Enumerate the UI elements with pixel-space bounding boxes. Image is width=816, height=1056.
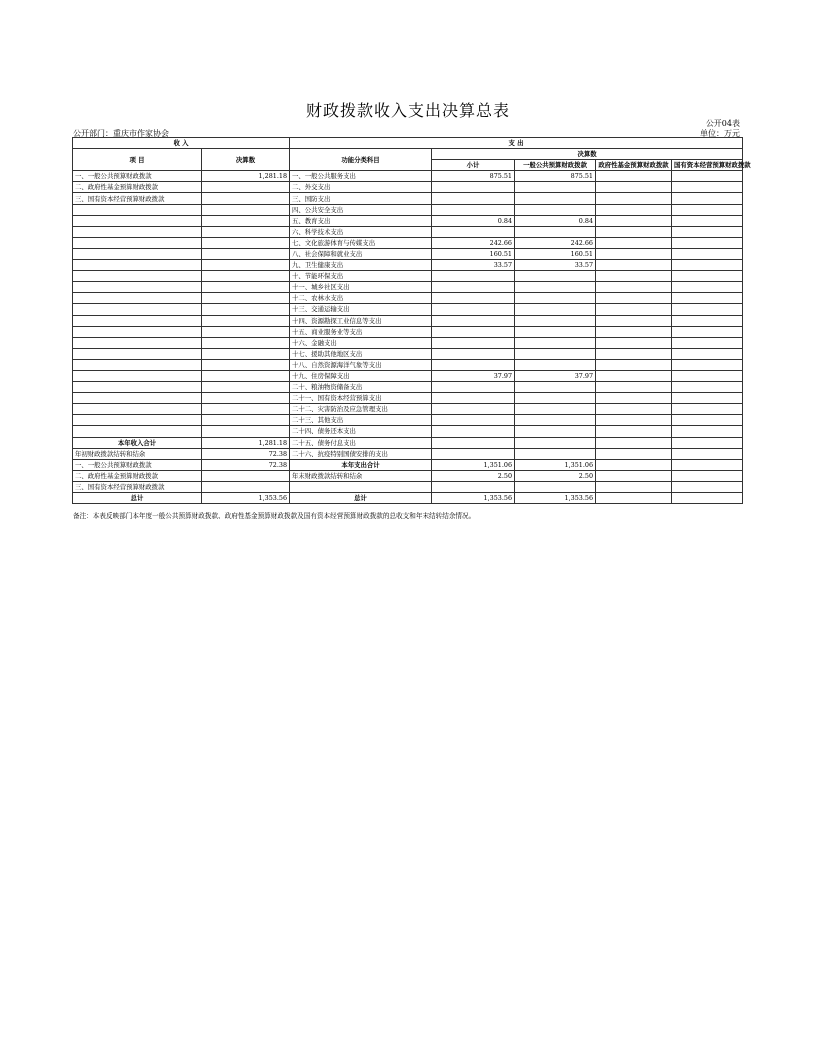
income-item-cell [73, 215, 202, 226]
income-item-cell [73, 326, 202, 337]
income-item-cell [73, 426, 202, 437]
gov-fund-cell [596, 426, 672, 437]
income-item-cell: 一、一般公共预算财政拨款 [73, 459, 202, 470]
gov-fund-cell [596, 226, 672, 237]
general-cell: 1,353.56 [515, 493, 596, 504]
subtotal-cell [432, 326, 515, 337]
general-cell [515, 182, 596, 193]
gov-fund-cell [596, 182, 672, 193]
subtotal-cell [432, 382, 515, 393]
income-amount-cell: 1,353.56 [202, 493, 290, 504]
gov-fund-cell [596, 315, 672, 326]
general-cell [515, 226, 596, 237]
expense-item-cell: 十一、城乡社区支出 [290, 282, 432, 293]
final-amount-header: 决算数 [432, 149, 743, 160]
table-row [73, 459, 743, 470]
income-item-cell [73, 393, 202, 404]
gov-fund-cell [596, 415, 672, 426]
state-capital-cell [672, 204, 743, 215]
subtotal-cell [432, 271, 515, 282]
income-amount-cell [202, 248, 290, 259]
state-capital-cell [672, 481, 743, 492]
subtotal-cell [432, 304, 515, 315]
general-cell [515, 359, 596, 370]
income-amount-cell [202, 226, 290, 237]
general-cell [515, 393, 596, 404]
state-capital-cell [672, 226, 743, 237]
income-item-cell: 总计 [73, 493, 202, 504]
state-capital-cell [672, 437, 743, 448]
unit-label: 单位：万元 [700, 129, 740, 138]
income-item-cell [73, 271, 202, 282]
income-amount-cell [202, 260, 290, 271]
income-item-cell [73, 237, 202, 248]
state-capital-cell [672, 171, 743, 182]
expense-item-cell: 六、科学技术支出 [290, 226, 432, 237]
subtotal-cell [432, 226, 515, 237]
income-item-cell: 本年收入合计 [73, 437, 202, 448]
income-amount-cell [202, 426, 290, 437]
general-cell: 0.84 [515, 215, 596, 226]
income-amount-cell [202, 215, 290, 226]
subtotal-header: 小计 [432, 160, 515, 171]
subtotal-cell [432, 426, 515, 437]
general-header: 一般公共预算财政拨款 [515, 160, 596, 171]
gov-fund-cell [596, 304, 672, 315]
expense-item-cell: 二十三、其他支出 [290, 415, 432, 426]
table-row [73, 437, 743, 448]
income-item-cell: 二、政府性基金预算财政拨款 [73, 182, 202, 193]
gov-fund-cell [596, 282, 672, 293]
department-label: 公开部门：重庆市作家协会 [73, 129, 169, 138]
expense-item-cell: 八、社会保障和就业支出 [290, 248, 432, 259]
general-cell: 160.51 [515, 248, 596, 259]
income-amount-cell [202, 337, 290, 348]
state-capital-cell [672, 337, 743, 348]
table-row [73, 315, 743, 326]
subtotal-cell [432, 315, 515, 326]
expense-item-cell: 十六、金融支出 [290, 337, 432, 348]
gov-fund-cell [596, 193, 672, 204]
state-capital-cell [672, 382, 743, 393]
gov-fund-cell [596, 260, 672, 271]
state-capital-cell [672, 404, 743, 415]
subtotal-cell: 33.57 [432, 260, 515, 271]
expense-item-cell: 十五、商业服务业等支出 [290, 326, 432, 337]
expense-item-cell: 总计 [290, 493, 432, 504]
table-row [73, 237, 743, 248]
gov-fund-cell [596, 237, 672, 248]
expense-item-cell: 十八、自然资源海洋气象等支出 [290, 359, 432, 370]
income-item-cell [73, 282, 202, 293]
income-amount-cell [202, 282, 290, 293]
gov-fund-cell [596, 493, 672, 504]
table-row [73, 271, 743, 282]
subtotal-cell [432, 448, 515, 459]
table-row [73, 248, 743, 259]
table-row [73, 426, 743, 437]
table-row [73, 193, 743, 204]
subtotal-cell [432, 481, 515, 492]
gov-fund-cell [596, 326, 672, 337]
income-amount-cell [202, 204, 290, 215]
income-item-cell: 一、一般公共预算财政拨款 [73, 171, 202, 182]
income-item-cell: 二、政府性基金预算财政拨款 [73, 470, 202, 481]
table-row [73, 382, 743, 393]
subtotal-cell [432, 337, 515, 348]
general-cell [515, 348, 596, 359]
subtotal-cell: 242.66 [432, 237, 515, 248]
general-cell: 2.50 [515, 470, 596, 481]
income-item-cell [73, 204, 202, 215]
general-cell [515, 304, 596, 315]
gov-fund-cell [596, 359, 672, 370]
table-row [73, 493, 743, 504]
general-cell [515, 282, 596, 293]
subtotal-cell [432, 437, 515, 448]
income-amount-cell [202, 415, 290, 426]
subtotal-cell: 1,353.56 [432, 493, 515, 504]
state-capital-cell [672, 182, 743, 193]
general-cell [515, 337, 596, 348]
gov-fund-cell [596, 382, 672, 393]
subtotal-cell [432, 348, 515, 359]
income-amount-cell: 1,281.18 [202, 171, 290, 182]
income-amount-cell [202, 237, 290, 248]
table-row [73, 448, 743, 459]
state-capital-cell [672, 393, 743, 404]
table-row [73, 260, 743, 271]
expense-item-cell: 一、一般公共服务支出 [290, 171, 432, 182]
subtotal-cell [432, 193, 515, 204]
general-cell [515, 326, 596, 337]
income-item-cell [73, 370, 202, 381]
table-row [73, 415, 743, 426]
expense-item-cell: 年末财政拨款结转和结余 [290, 470, 432, 481]
subtotal-cell [432, 415, 515, 426]
table-row [73, 182, 743, 193]
function-item-header: 功能分类科目 [290, 149, 432, 171]
income-amount-cell [202, 182, 290, 193]
income-item-cell [73, 415, 202, 426]
income-amount-cell [202, 382, 290, 393]
state-capital-cell [672, 470, 743, 481]
expense-item-cell: 七、文化旅游体育与传媒支出 [290, 237, 432, 248]
general-cell [515, 293, 596, 304]
income-item-cell [73, 293, 202, 304]
gov-fund-cell [596, 459, 672, 470]
general-cell [515, 193, 596, 204]
subtotal-cell: 875.51 [432, 171, 515, 182]
expense-item-cell: 四、公共安全支出 [290, 204, 432, 215]
income-item-cell: 年初财政拨款结转和结余 [73, 448, 202, 459]
income-item-cell: 三、国有资本经营预算财政拨款 [73, 481, 202, 492]
table-row [73, 348, 743, 359]
table-row [73, 293, 743, 304]
expense-item-cell: 十七、援助其他地区支出 [290, 348, 432, 359]
income-amount-cell [202, 359, 290, 370]
gov-fund-cell [596, 337, 672, 348]
income-amount-cell [202, 315, 290, 326]
table-row [73, 171, 743, 182]
general-cell [515, 382, 596, 393]
general-cell [515, 448, 596, 459]
income-header: 收 入 [73, 138, 290, 149]
state-capital-cell [672, 304, 743, 315]
subtotal-cell [432, 404, 515, 415]
expense-item-cell: 二十六、抗疫特别国债安排的支出 [290, 448, 432, 459]
income-amount-cell [202, 481, 290, 492]
income-amount-cell [202, 304, 290, 315]
gov-fund-cell [596, 470, 672, 481]
income-item-cell [73, 315, 202, 326]
table-row [73, 337, 743, 348]
header-row-2 [73, 149, 743, 160]
expense-item-cell: 十四、资源勘探工业信息等支出 [290, 315, 432, 326]
subtotal-cell [432, 182, 515, 193]
general-cell: 33.57 [515, 260, 596, 271]
budget-table [72, 137, 751, 504]
expense-item-cell: 十九、住房保障支出 [290, 370, 432, 381]
expense-item-cell [290, 481, 432, 492]
state-capital-cell [672, 415, 743, 426]
state-capital-cell [672, 237, 743, 248]
gov-fund-cell [596, 248, 672, 259]
subtotal-cell: 0.84 [432, 215, 515, 226]
income-item-cell [73, 382, 202, 393]
state-capital-cell [672, 315, 743, 326]
gov-fund-cell [596, 448, 672, 459]
state-capital-cell [672, 370, 743, 381]
table-row [73, 359, 743, 370]
expense-item-cell: 五、教育支出 [290, 215, 432, 226]
table-row [73, 326, 743, 337]
income-amount-cell: 1,281.18 [202, 437, 290, 448]
gov-fund-cell [596, 215, 672, 226]
income-amount-cell [202, 404, 290, 415]
general-cell: 875.51 [515, 171, 596, 182]
table-row [73, 481, 743, 492]
state-capital-cell [672, 459, 743, 470]
expense-item-cell: 本年支出合计 [290, 459, 432, 470]
table-row [73, 393, 743, 404]
state-capital-cell [672, 193, 743, 204]
table-row [73, 215, 743, 226]
state-capital-cell [672, 260, 743, 271]
general-cell [515, 204, 596, 215]
state-capital-cell [672, 426, 743, 437]
table-row [73, 304, 743, 315]
state-capital-cell [672, 493, 743, 504]
income-item-cell [73, 348, 202, 359]
report-title: 财政拨款收入支出决算总表 [305, 101, 510, 120]
general-cell [515, 437, 596, 448]
income-amount-cell [202, 470, 290, 481]
income-item-cell: 三、国有资本经营预算财政拨款 [73, 193, 202, 204]
general-cell [515, 404, 596, 415]
expense-item-cell: 九、卫生健康支出 [290, 260, 432, 271]
income-item-cell [73, 226, 202, 237]
expense-item-cell: 二十四、债务还本支出 [290, 426, 432, 437]
subtotal-cell: 37.97 [432, 370, 515, 381]
general-cell: 242.66 [515, 237, 596, 248]
item-header: 项 目 [73, 149, 202, 171]
state-capital-cell [672, 359, 743, 370]
expense-item-cell: 二十五、债务付息支出 [290, 437, 432, 448]
expense-item-cell: 二十、粮油物资储备支出 [290, 382, 432, 393]
gov-fund-cell [596, 437, 672, 448]
gov-fund-cell [596, 204, 672, 215]
state-capital-cell [672, 248, 743, 259]
subtotal-cell: 2.50 [432, 470, 515, 481]
state-capital-cell [672, 293, 743, 304]
subtotal-cell [432, 293, 515, 304]
income-amount-cell [202, 370, 290, 381]
income-amount-cell [202, 193, 290, 204]
expense-item-cell: 二十一、国有资本经营预算支出 [290, 393, 432, 404]
income-item-cell [73, 337, 202, 348]
income-amount-cell [202, 393, 290, 404]
income-amount-cell: 72.38 [202, 448, 290, 459]
expense-item-cell: 二、外交支出 [290, 182, 432, 193]
income-item-cell [73, 304, 202, 315]
expense-item-cell: 二十二、灾害防治及应急管理支出 [290, 404, 432, 415]
general-cell [515, 415, 596, 426]
gov-fund-cell [596, 393, 672, 404]
state-capital-cell [672, 282, 743, 293]
state-capital-cell [672, 215, 743, 226]
gov-fund-cell [596, 404, 672, 415]
amount-header: 决算数 [202, 149, 290, 171]
income-item-cell [73, 359, 202, 370]
expense-item-cell: 十二、农林水支出 [290, 293, 432, 304]
expense-item-cell: 十三、交通运输支出 [290, 304, 432, 315]
income-amount-cell [202, 348, 290, 359]
state-capital-header: 国有资本经营预算财政拨款 [672, 160, 743, 171]
gov-fund-header: 政府性基金预算财政拨款 [596, 160, 672, 171]
income-amount-cell: 72.38 [202, 459, 290, 470]
gov-fund-cell [596, 293, 672, 304]
table-row [73, 204, 743, 215]
gov-fund-cell [596, 370, 672, 381]
income-item-cell [73, 248, 202, 259]
state-capital-cell [672, 448, 743, 459]
form-number: 公开04表 [705, 119, 740, 128]
general-cell [515, 426, 596, 437]
gov-fund-cell [596, 348, 672, 359]
gov-fund-cell [596, 481, 672, 492]
subtotal-cell: 1,351.06 [432, 459, 515, 470]
table-row [73, 470, 743, 481]
subtotal-cell [432, 393, 515, 404]
expense-item-cell: 十、节能环保支出 [290, 271, 432, 282]
gov-fund-cell [596, 271, 672, 282]
general-cell [515, 315, 596, 326]
general-cell: 1,351.06 [515, 459, 596, 470]
subtotal-cell [432, 282, 515, 293]
state-capital-cell [672, 348, 743, 359]
state-capital-cell [672, 326, 743, 337]
subtotal-cell [432, 359, 515, 370]
subtotal-cell [432, 204, 515, 215]
income-item-cell [73, 260, 202, 271]
general-cell [515, 271, 596, 282]
header-row-1 [73, 138, 743, 149]
gov-fund-cell [596, 171, 672, 182]
income-amount-cell [202, 326, 290, 337]
income-amount-cell [202, 271, 290, 282]
state-capital-cell [672, 271, 743, 282]
income-amount-cell [202, 293, 290, 304]
table-row [73, 226, 743, 237]
income-item-cell [73, 404, 202, 415]
table-row [73, 370, 743, 381]
general-cell: 37.97 [515, 370, 596, 381]
footnote: 备注：本表反映部门本年度一般公共预算财政拨款、政府性基金预算财政拨款及国有资本经营预算财政拨款的总收支和年末结转结余情况。 [73, 512, 476, 520]
general-cell [515, 481, 596, 492]
subtotal-cell: 160.51 [432, 248, 515, 259]
table-row [73, 282, 743, 293]
table-row [73, 404, 743, 415]
expense-header: 支 出 [290, 138, 743, 149]
expense-item-cell: 三、国防支出 [290, 193, 432, 204]
